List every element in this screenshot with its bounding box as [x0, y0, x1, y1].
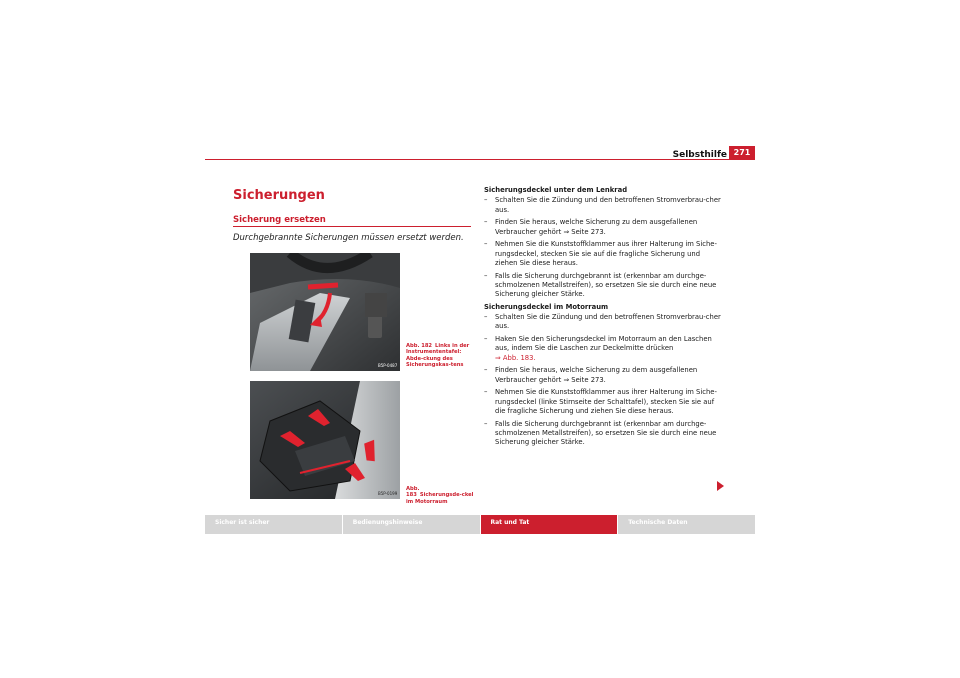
figure-183-number: Abb. 183	[406, 486, 420, 499]
chapter-title: Selbsthilfe	[672, 150, 727, 160]
intro-text: Durchgebrannte Sicherungen müssen ersetzt werden.	[233, 233, 464, 243]
list-item: – Finden Sie heraus, welche Sicherung zu dem ausgefallenen Verbraucher gehört ⇒ Seite 273.	[484, 218, 698, 236]
group2-list	[484, 313, 724, 447]
tab-rat-und-tat[interactable]: Rat und Tat	[481, 515, 618, 534]
figure-183-caption	[406, 486, 476, 505]
continue-arrow-icon	[717, 481, 724, 491]
figure-182-caption-text: Links in der Instrumententafel: Abde-ckung des Sicherungskas-tens	[406, 343, 470, 369]
subsection-rule	[233, 226, 471, 227]
page-number: 271	[729, 146, 755, 159]
footer-nav	[205, 515, 755, 534]
figure-reference-link[interactable]: ⇒ Abb. 183.	[495, 353, 536, 362]
list-item: – Finden Sie heraus, welche Sicherung zu dem ausgefallenen Verbraucher gehört ⇒ Seite 273.	[484, 366, 698, 384]
list-item: – Nehmen Sie die Kunststoffklammer aus ihrer Halterung im Siche-rungsdeckel, stecken Sie sie auf die fragliche Sicherung und ziehen Sie diese heraus.	[484, 240, 717, 267]
list-item: – Falls die Sicherung durchgebrannt ist (erkennbar am durchge-schmolzenen Metallstreifen), so ersetzen Sie sie durch eine neue Sicherung gleicher Stärke.	[484, 271, 717, 299]
figure-183-image	[250, 381, 400, 499]
group1-heading: Sicherungsdeckel unter dem Lenkrad	[484, 186, 628, 194]
subsection-title: Sicherung ersetzen	[233, 215, 326, 225]
list-item: – Nehmen Sie die Kunststoffklammer aus ihrer Halterung im Siche-rungsdeckel (linke Stirnseite der Schalttafel), stecken Sie sie auf die fragliche Sicherung und ziehen Sie diese heraus.	[484, 388, 717, 415]
list-item: – Haken Sie den Sicherungsdeckel im Motorraum an den Laschen aus, indem Sie die Laschen zur Deckelmitte drücken ⇒ Abb. 183.	[484, 335, 712, 362]
group1-list	[484, 196, 724, 299]
group2-heading: Sicherungsdeckel im Motorraum	[484, 302, 609, 311]
instructions-column	[484, 186, 724, 451]
tab-technische-daten[interactable]: Technische Daten	[618, 515, 755, 534]
tab-sicher-ist-sicher[interactable]: Sicher ist sicher	[205, 515, 342, 534]
figure-182-image	[250, 253, 400, 371]
list-item: – Schalten Sie die Zündung und den betroffenen Stromverbrau-cher aus.	[484, 313, 721, 331]
figure-182-caption	[406, 343, 476, 369]
figure-182-number: Abb. 182	[406, 343, 433, 349]
list-item: – Schalten Sie die Zündung und den betroffenen Stromverbrau-cher aus.	[484, 196, 721, 214]
section-title: Sicherungen	[233, 188, 325, 203]
tab-bedienungshinweise[interactable]: Bedienungshinweise	[343, 515, 480, 534]
figure-183-caption-text: Sicherungsde-ckel im Motorraum	[406, 492, 474, 505]
figure-182-code: B5P-0487	[378, 363, 398, 368]
figure-183-code: B5P-0199	[378, 491, 398, 496]
list-item: – Falls die Sicherung durchgebrannt ist (erkennbar am durchge-schmolzenen Metallstreifen), so ersetzen Sie sie durch eine neue Sicherung gleicher Stärke.	[484, 419, 717, 447]
